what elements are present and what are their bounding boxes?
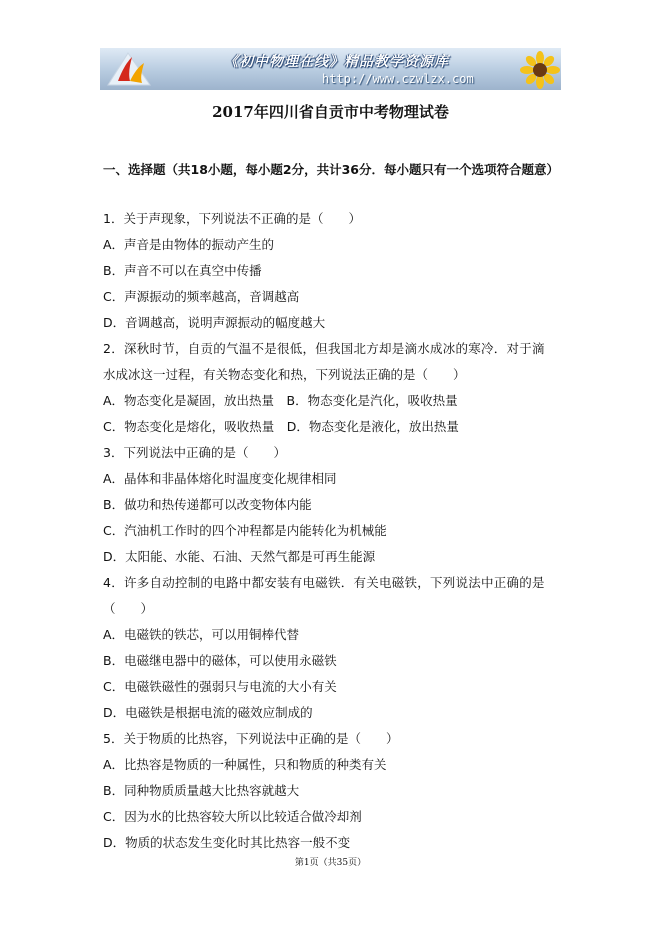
question-1-option-a: A．声音是由物体的振动产生的: [103, 237, 275, 252]
question-2-options-ab: A．物态变化是凝固，放出热量 B．物态变化是汽化，吸收热量: [103, 393, 458, 408]
question-4-option-b: B．电磁继电器中的磁体，可以使用永磁铁: [103, 653, 337, 668]
sunflower-icon: [518, 50, 561, 90]
section-heading: 一、选择题（共18小题，每小题2分，共计36分．每小题只有一个选项符合题意）: [103, 162, 559, 177]
question-4-stem-line-1: 4．许多自动控制的电路中都安装有电磁铁．有关电磁铁，下列说法中正确的是: [103, 575, 545, 590]
question-5-option-d: D．物质的状态发生变化时其比热容一般不变: [103, 835, 351, 850]
question-4-option-d: D．电磁铁是根据电流的磁效应制成的: [103, 705, 313, 720]
question-2-stem-line-1: 2．深秋时节，自贡的气温不是很低，但我国北方却是滴水成冰的寒冷．对于滴: [103, 341, 545, 356]
banner-url: http://www.czwlzx.com: [322, 72, 474, 86]
question-3-stem: 3．下列说法中正确的是（ ）: [103, 445, 286, 460]
question-5-option-b: B．同种物质质量越大比热容就越大: [103, 783, 300, 798]
question-1-option-b: B．声音不可以在真空中传播: [103, 263, 262, 278]
banner-tagline: 《初中物理在线》精品教学资源库: [224, 54, 449, 70]
question-5-option-c: C．因为水的比热容较大所以比较适合做冷却剂: [103, 809, 362, 824]
question-4-option-a: A．电磁铁的铁芯，可以用铜棒代替: [103, 627, 300, 642]
page-footer: 第1页（共35页）: [294, 858, 367, 868]
exam-title: 2017年四川省自贡市中考物理试卷: [212, 103, 449, 121]
logo-icon: [106, 51, 152, 87]
question-2-options-cd: C．物态变化是熔化，吸收热量 D．物态变化是液化，放出热量: [103, 419, 459, 434]
question-4-stem-line-2: （ ）: [103, 601, 154, 616]
question-1-option-c: C．声源振动的频率越高，音调越高: [103, 289, 300, 304]
question-3-option-b: B．做功和热传递都可以改变物体内能: [103, 497, 312, 512]
question-5-stem: 5．关于物质的比热容，下列说法中正确的是（ ）: [103, 731, 399, 746]
question-3-option-c: C．汽油机工作时的四个冲程都是内能转化为机械能: [103, 523, 387, 538]
question-1-stem: 1．关于声现象，下列说法不正确的是（ ）: [103, 211, 361, 226]
header-banner: [100, 48, 561, 90]
question-1-option-d: D．音调越高，说明声源振动的幅度越大: [103, 315, 326, 330]
question-4-option-c: C．电磁铁磁性的强弱只与电流的大小有关: [103, 679, 337, 694]
question-3-option-a: A．晶体和非晶体熔化时温度变化规律相同: [103, 471, 337, 486]
question-3-option-d: D．太阳能、水能、石油、天然气都是可再生能源: [103, 549, 376, 564]
question-2-stem-line-2: 水成冰这一过程，有关物态变化和热，下列说法正确的是（ ）: [103, 367, 466, 382]
question-5-option-a: A．比热容是物质的一种属性，只和物质的种类有关: [103, 757, 387, 772]
